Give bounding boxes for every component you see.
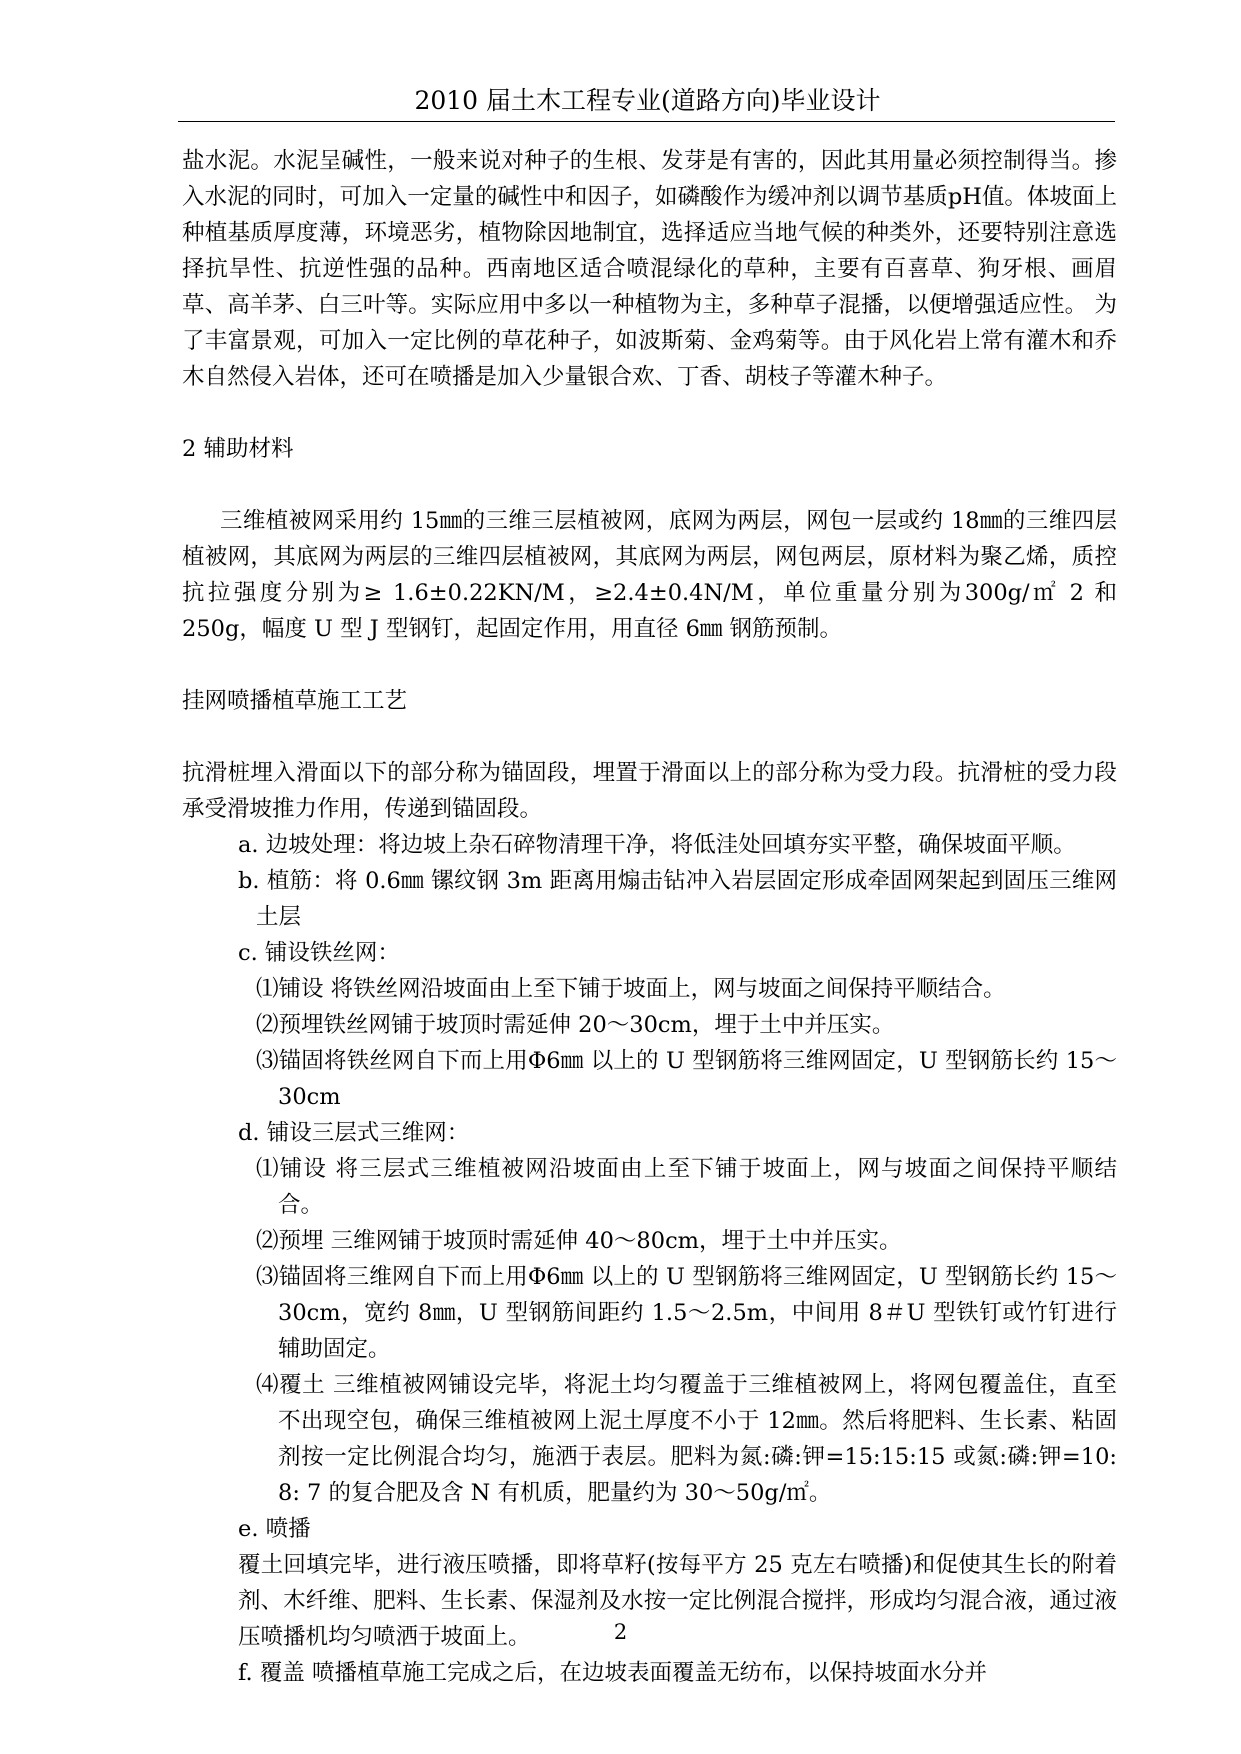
paragraph: 抗滑桩埋入滑面以下的部分称为锚固段，埋置于滑面以上的部分称为受力段。抗滑桩的受力段承受滑坡推力作用，传递到锚固段。 bbox=[182, 760, 1117, 822]
paragraph: b. 植筋：将 0.6㎜ 镙纹钢 3m 距离用煽击钻冲入岩层固定形成牵固网架起到固压三维网土层 bbox=[238, 868, 1117, 930]
paragraph: ⑶锚固将铁丝网自下而上用Φ6㎜ 以上的 U 型钢筋将三维网固定，U 型钢筋长约 15～30cm bbox=[256, 1048, 1117, 1110]
paragraph: 2 辅助材料 bbox=[182, 436, 294, 462]
paragraph: ⑴铺设 将铁丝网沿坡面由上至下铺于坡面上，网与坡面之间保持平顺结合。 bbox=[256, 976, 1006, 1002]
paragraph: ⑶锚固将三维网自下而上用Φ6㎜ 以上的 U 型钢筋将三维网固定，U 型钢筋长约 15～30cm，宽约 8㎜，U 型钢筋间距约 1.5～2.5m，中间用 8＃U 型铁钉或竹钉进行辅助固定。 bbox=[256, 1264, 1117, 1362]
paragraph: a. 边坡处理：将边坡上杂石碎物清理干净，将低洼处回填夯实平整，确保坡面平顺。 bbox=[238, 832, 1076, 858]
paragraph: d. 铺设三层式三维网： bbox=[238, 1120, 470, 1146]
paragraph: ⑵预埋铁丝网铺于坡顶时需延伸 20～30cm，埋于土中并压实。 bbox=[256, 1012, 895, 1038]
page-number: 2 bbox=[613, 1620, 628, 1644]
paragraph: 挂网喷播植草施工工艺 bbox=[182, 688, 408, 714]
blank-line bbox=[182, 647, 1117, 683]
blank-line bbox=[182, 395, 1117, 431]
paragraph: ⑴铺设 将三层式三维植被网沿坡面由上至下铺于坡面上，网与坡面之间保持平顺结合。 bbox=[256, 1156, 1117, 1218]
paragraph: e. 喷播 bbox=[238, 1516, 311, 1542]
header-rule bbox=[178, 121, 1115, 122]
paragraph: 覆土回填完毕，进行液压喷播，即将草籽(按每平方 25 克左右喷播)和促使其生长的附着剂、木纤维、肥料、生长素、保湿剂及水按一定比例混合搅拌，形成均匀混合液，通过液压喷播机均匀喷洒于坡面上。 bbox=[238, 1552, 1117, 1650]
document-body bbox=[182, 143, 1117, 1691]
paragraph: ⑵预埋 三维网铺于坡顶时需延伸 40～80cm，埋于土中并压实。 bbox=[256, 1228, 902, 1254]
paragraph: 三维植被网采用约 15㎜的三维三层植被网，底网为两层，网包一层或约 18㎜的三维四层植被网，其底网为两层的三维四层植被网，其底网为两层，网包两层，原材料为聚乙烯，质控抗拉强度分别为≥ 1.6±0.22KN/M，≥2.4±0.4N/M，单位重量分别为300g/㎡ 2 和 250g，幅度 U 型 J 型钢钉，起固定作用，用直径 6㎜ 钢筋预制。 bbox=[182, 508, 1117, 642]
page-header: 2010 届土木工程专业(道路方向)毕业设计 bbox=[414, 86, 881, 115]
paragraph: f. 覆盖 喷播植草施工完成之后，在边坡表面覆盖无纺布，以保持坡面水分并 bbox=[238, 1660, 987, 1686]
paragraph: ⑷覆土 三维植被网铺设完毕，将泥土均匀覆盖于三维植被网上，将网包覆盖住，直至不出现空包，确保三维植被网上泥土厚度不小于 12㎜。然后将肥料、生长素、粘固剂按一定比例混合均匀，施洒于表层。肥料为氮:磷:钾=15:15:15 或氮:磷:钾=10: 8: 7 的复合肥及含 N 有机质，肥量约为 30～50g/㎡。 bbox=[256, 1372, 1117, 1506]
paragraph: 盐水泥。水泥呈碱性，一般来说对种子的生根、发芽是有害的，因此其用量必须控制得当。掺入水泥的同时，可加入一定量的碱性中和因子，如磷酸作为缓冲剂以调节基质pH值。体坡面上种植基质厚度薄，环境恶劣，植物除因地制宜，选择适应当地气候的种类外，还要特别注意选择抗旱性、抗逆性强的品种。西南地区适合喷混绿化的草种，主要有百喜草、狗牙根、画眉草、高羊茅、白三叶等。实际应用中多以一种植物为主，多种草子混播，以便增强适应性。 为了丰富景观，可加入一定比例的草花种子，如波斯菊、金鸡菊等。由于风化岩上常有灌木和乔木自然侵入岩体，还可在喷播是加入少量银合欢、丁香、胡枝子等灌木种子。 bbox=[182, 148, 1117, 390]
paragraph: c. 铺设铁丝网： bbox=[238, 940, 400, 966]
blank-line bbox=[182, 719, 1117, 755]
blank-line bbox=[182, 467, 1117, 503]
